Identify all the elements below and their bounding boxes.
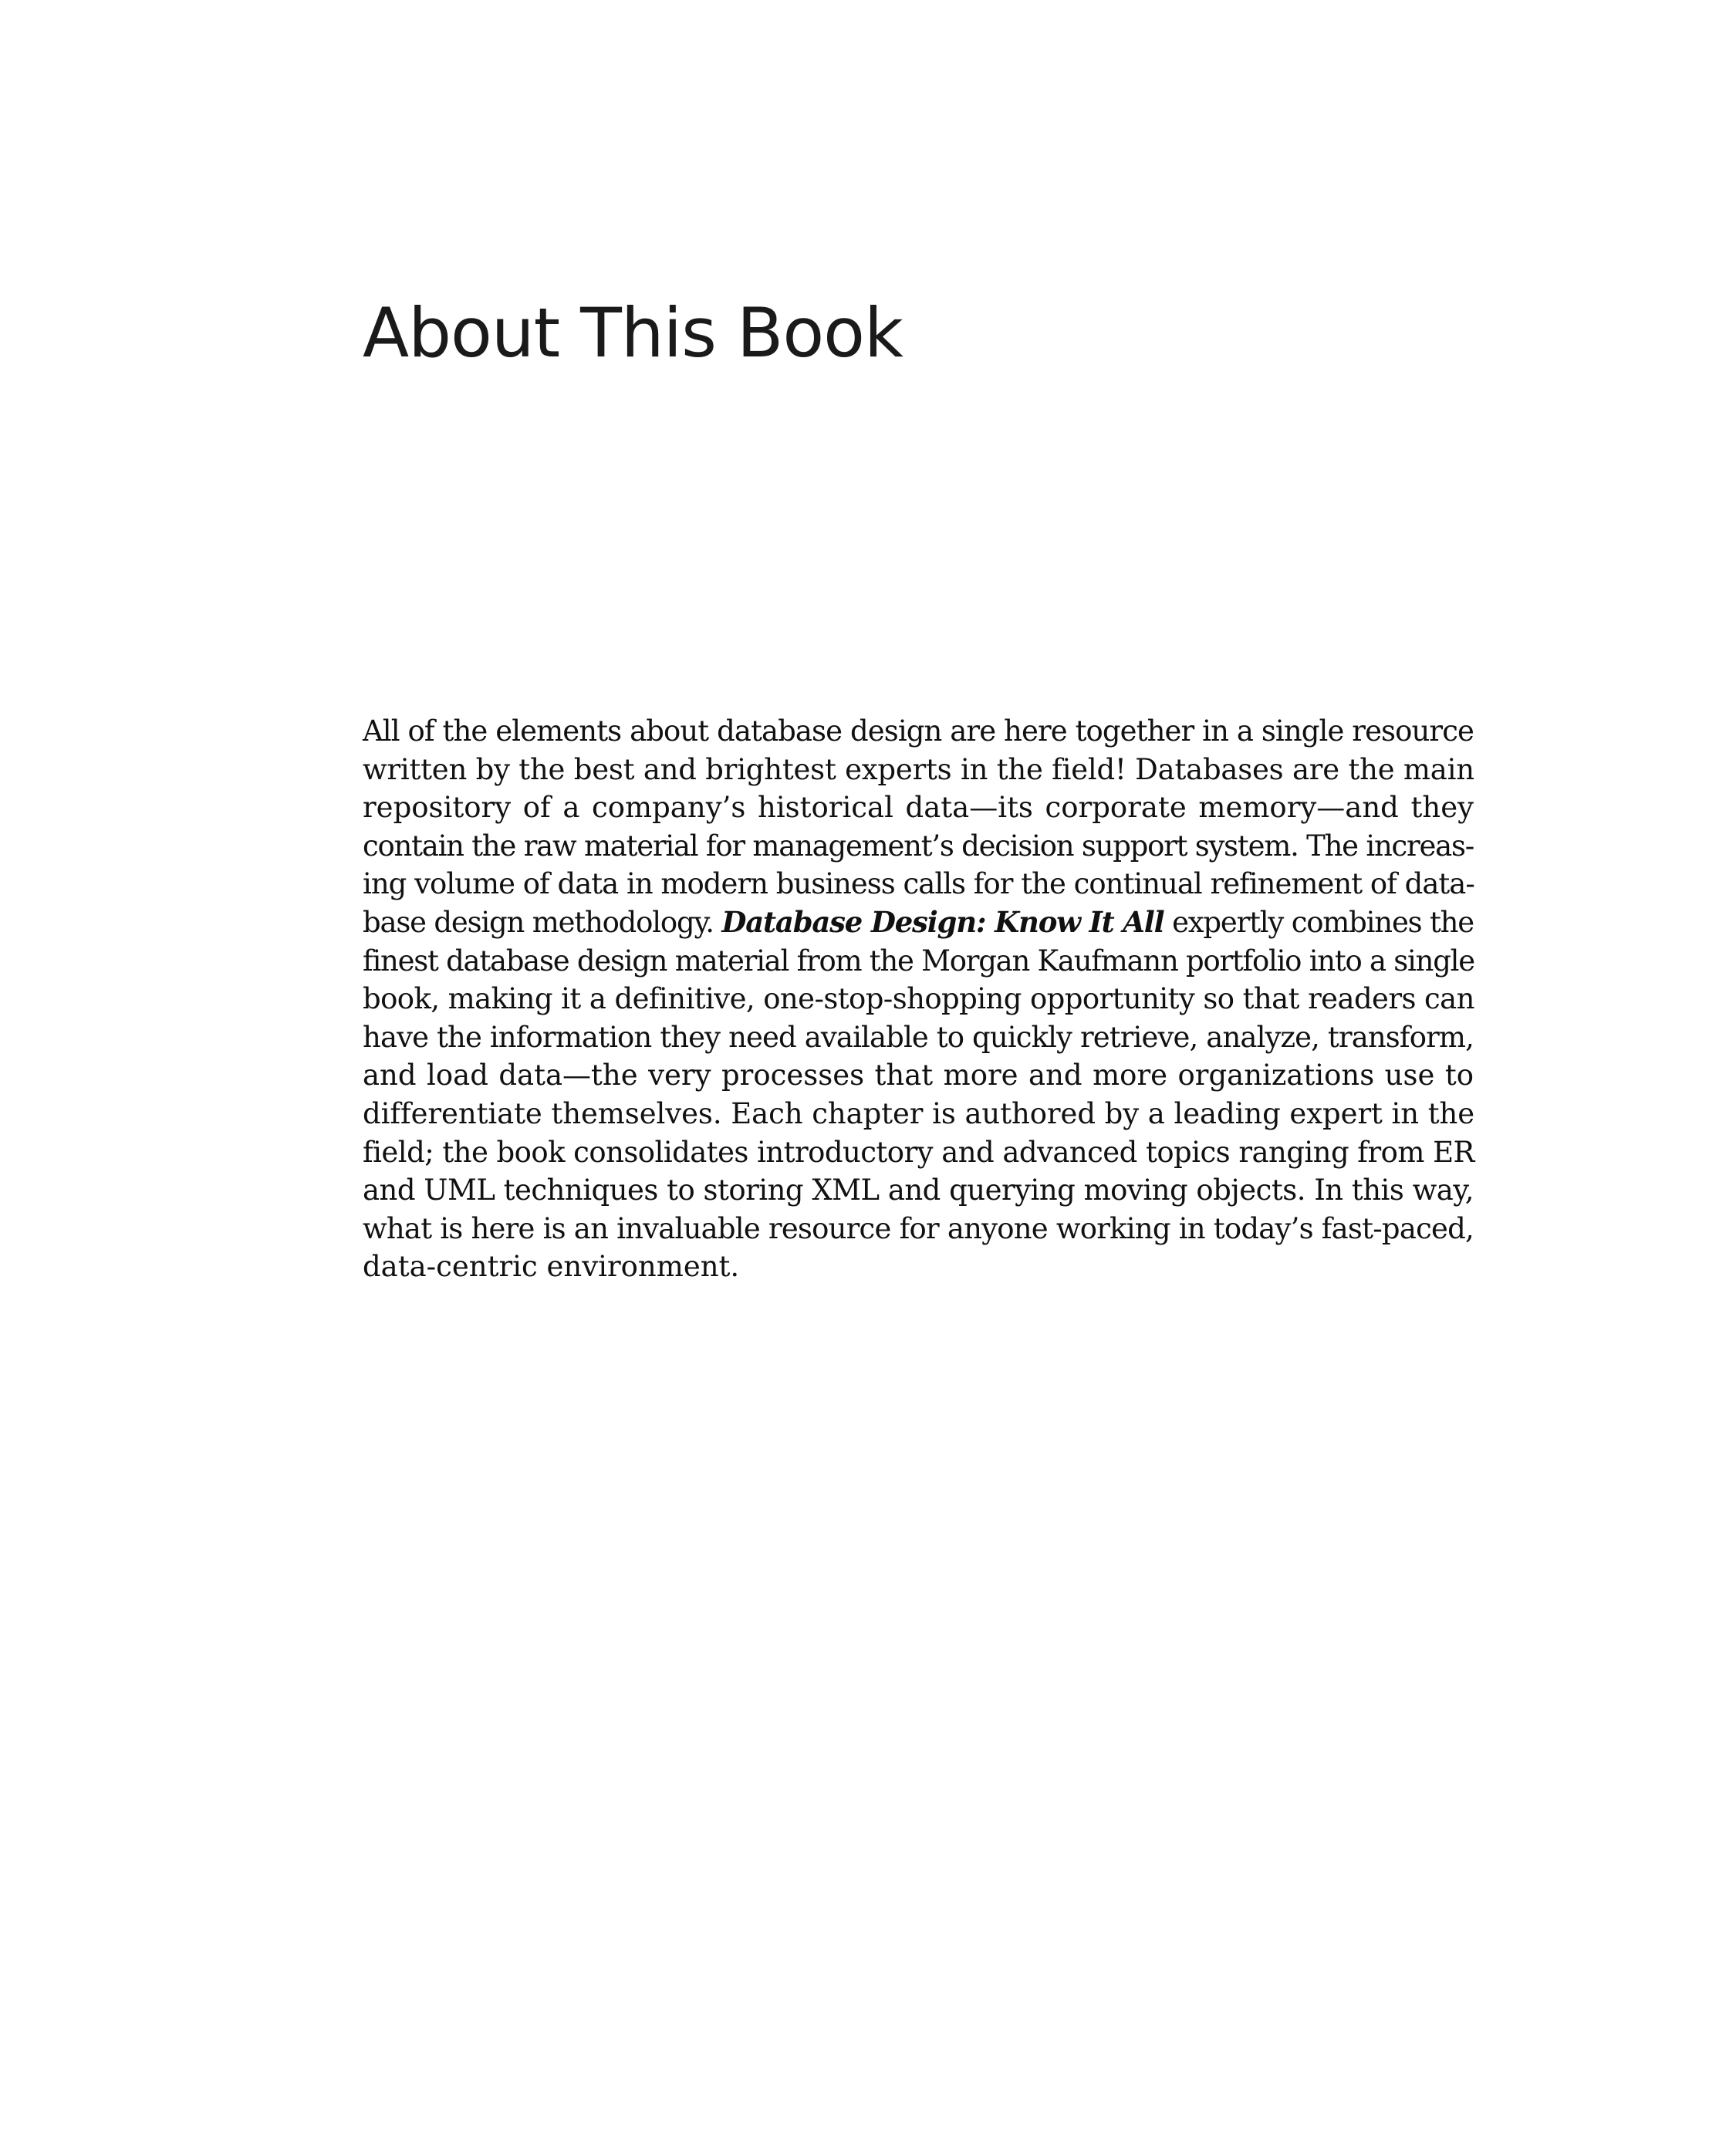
- paragraph-line: differentiate themselves. Each chapter is authored by a leading expert in the: [363, 1096, 1475, 1130]
- paragraph-line: have the information they need available to quickly retrieve, analyze, transform,: [363, 1020, 1474, 1054]
- paragraph-line: All of the elements about database design are here together in a single resource: [363, 714, 1474, 748]
- book-title-italic: Database Design: Know It All: [721, 904, 1164, 939]
- paragraph-line: repository of a company’s historical data—its corporate memory—and they: [363, 791, 1474, 825]
- paragraph-line: base design methodology. Database Design: Know It All expertly combines the: [363, 904, 1474, 939]
- paragraph-line: and load data—the very processes that more and more organizations use to: [363, 1059, 1474, 1092]
- paragraph-line: field; the book consolidates introductory and advanced topics ranging from ER: [363, 1135, 1474, 1169]
- paragraph-line: finest database design material from the Morgan Kaufmann portfolio into a single: [363, 944, 1474, 978]
- paragraph-line: what is here is an invaluable resource for anyone working in today’s fast-paced,: [363, 1211, 1474, 1245]
- body-paragraph: [363, 712, 1474, 1286]
- paragraph-line: and UML techniques to storing XML and querying moving objects. In this way,: [363, 1173, 1474, 1207]
- page-title: About This Book: [363, 293, 903, 373]
- paragraph-line: contain the raw material for management’s decision support system. The increas-: [363, 829, 1474, 863]
- paragraph-line: ing volume of data in modern business calls for the continual refinement of data-: [363, 867, 1474, 901]
- paragraph-line: data-centric environment.: [363, 1250, 740, 1284]
- paragraph-line: book, making it a definitive, one-stop-shopping opportunity so that readers can: [363, 982, 1474, 1016]
- paragraph-line: written by the best and brightest experts in the field! Databases are the main: [363, 752, 1474, 786]
